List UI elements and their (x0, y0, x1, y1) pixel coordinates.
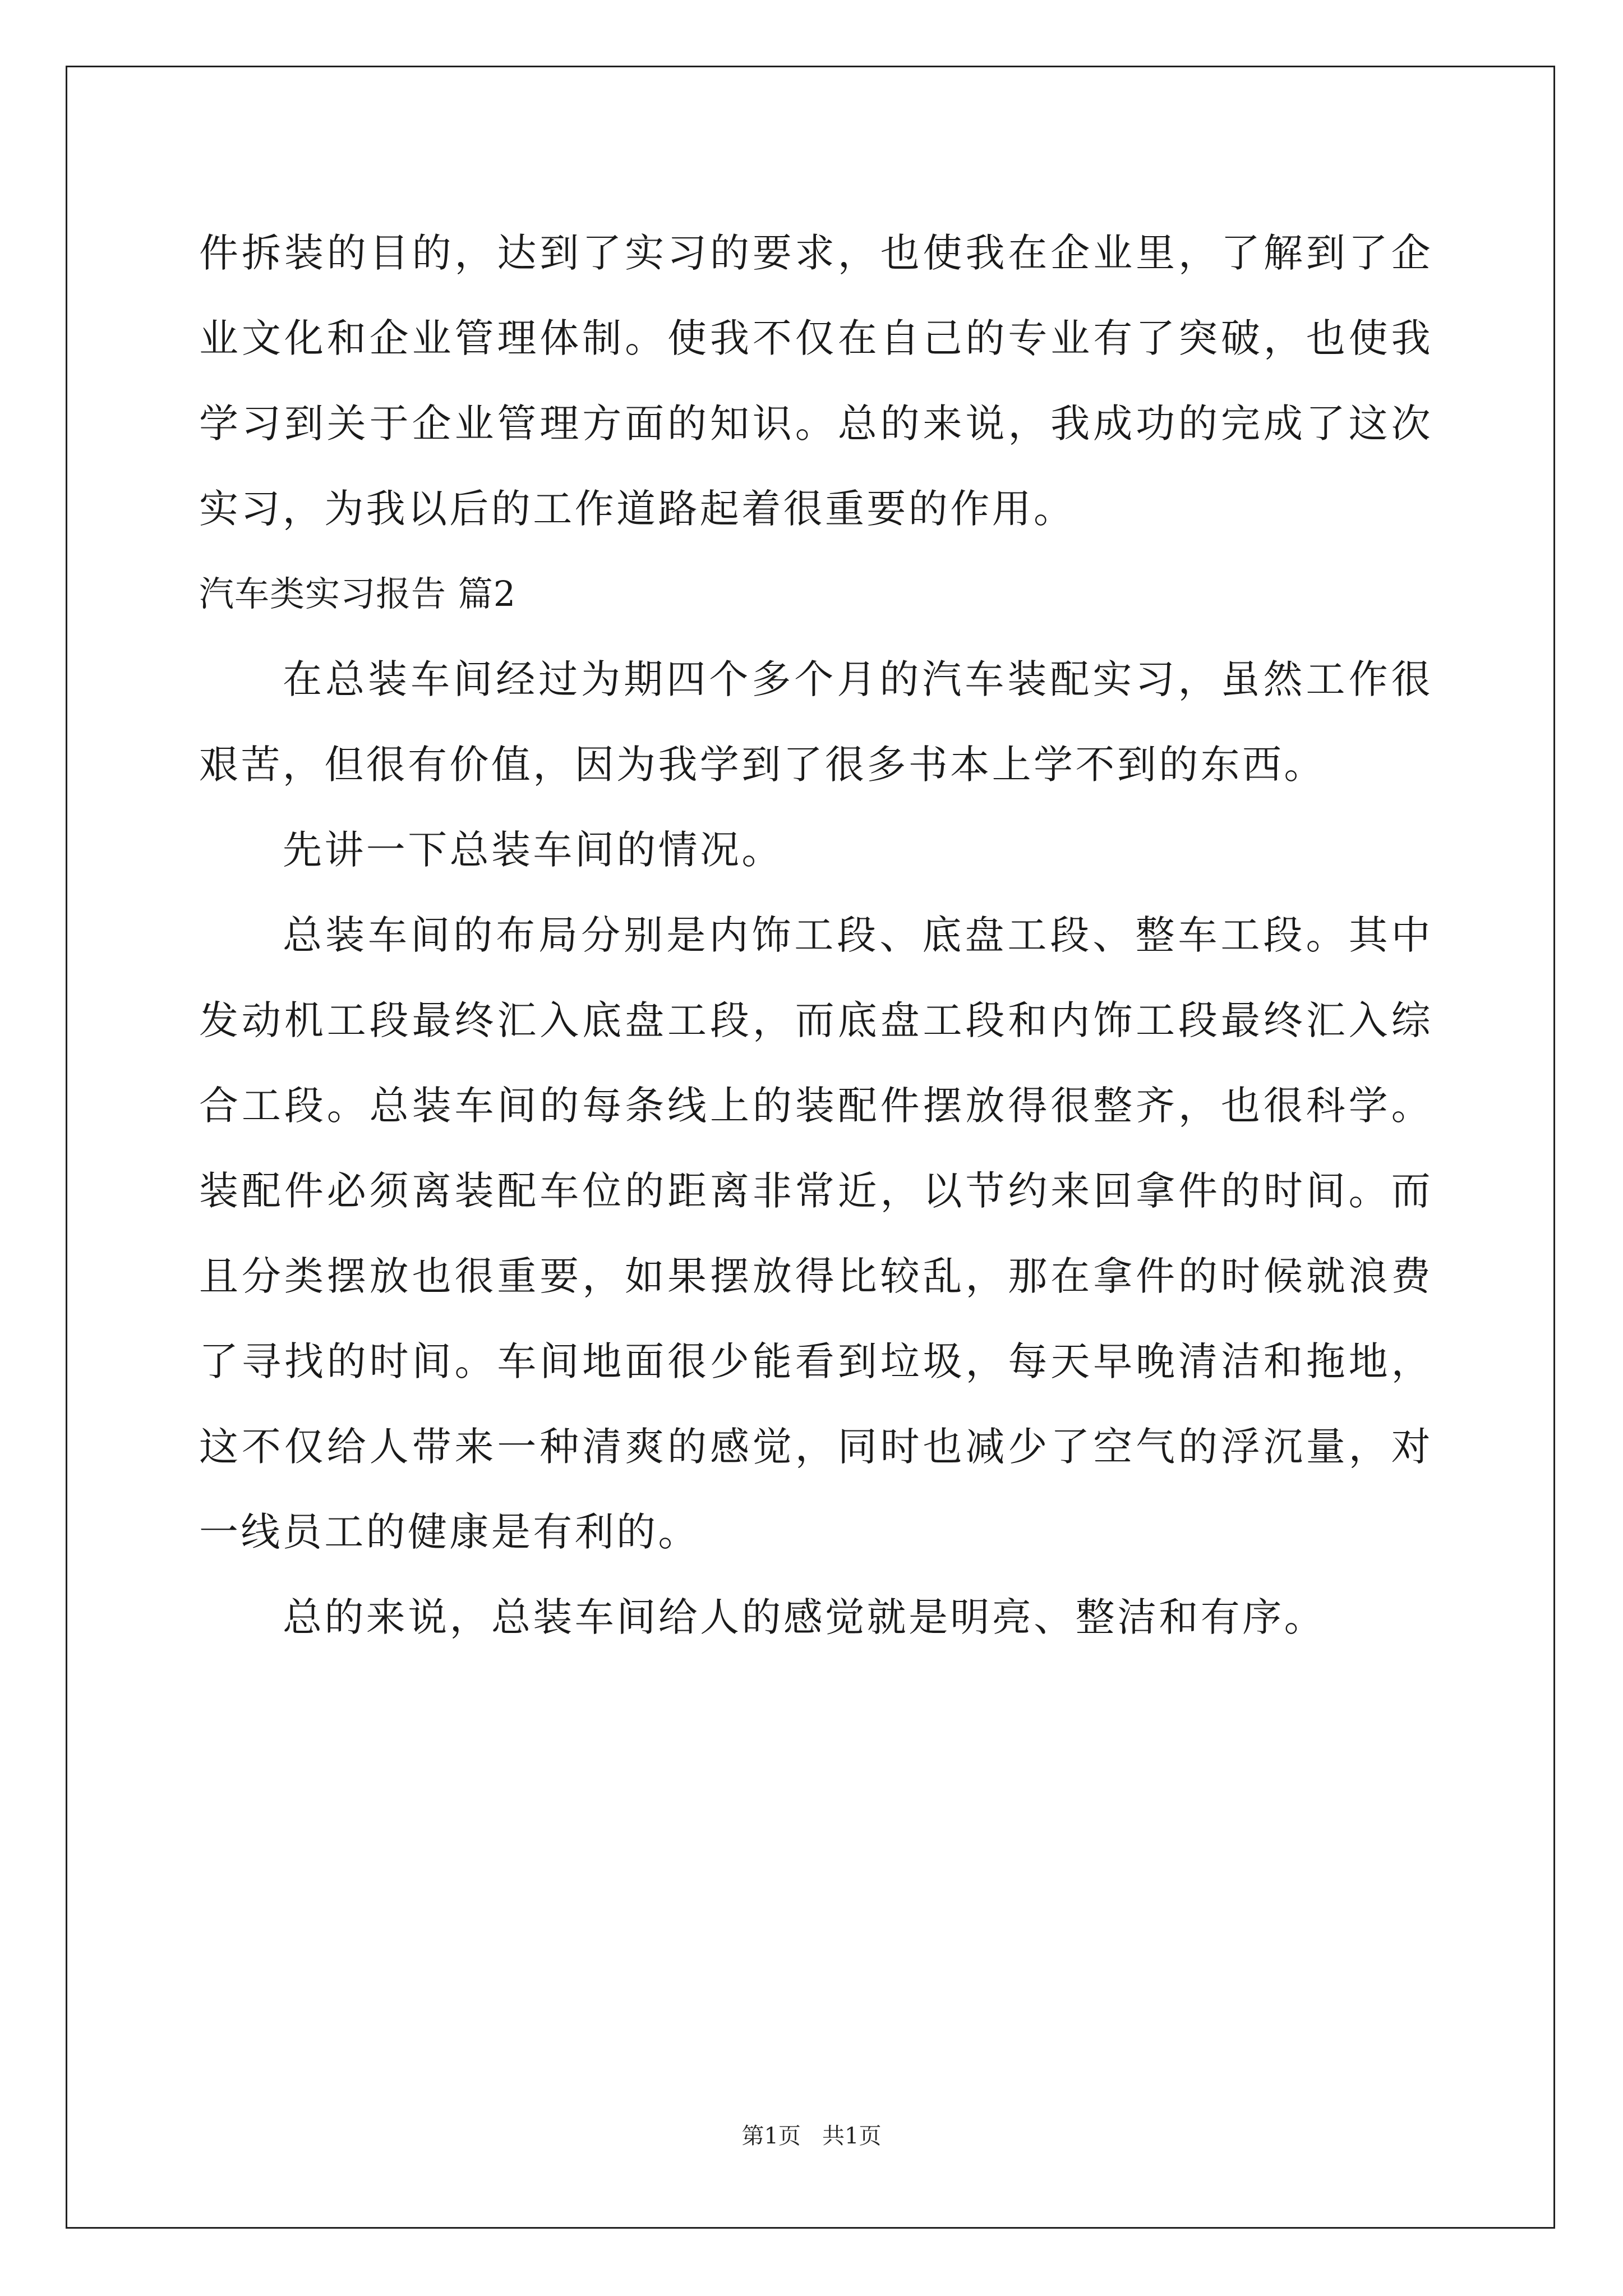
section-heading: 汽车类实习报告 篇2 (199, 573, 517, 614)
paragraph-overview: 先讲一下总装车间的情况。 (283, 827, 783, 873)
paragraph-layout: 总装车间的布局分别是内饰工段、底盘工段、整车工段。其中发动机工段最终汇入底盘工段，而底盘工段和内饰工段最终汇入综合工段。总装车间的每条线上的装配件摆放得很整齐，也很科学。装配件必须离装配车位的距离非常近，以节约来回拿件的时间。而且分类摆放也很重要，如果摆放得比较乱，那在拿件的时候就浪费了寻找的时间。车间地面很少能看到垃圾，每天早晚清洁和拖地，这不仅给人带来一种清爽的感觉，同时也减少了空气的浮沉量，对一线员工的健康是有利的。 (199, 912, 1433, 1555)
paragraph-summary: 总的来说，总装车间给人的感觉就是明亮、整洁和有序。 (283, 1594, 1326, 1640)
page-footer: 第1页 共1页 (741, 2123, 882, 2149)
paragraph-intro: 在总装车间经过为期四个多个月的汽车装配实习，虽然工作很艰苦，但很有价值，因为我学到了很多书本上学不到的东西。 (199, 656, 1433, 788)
paragraph-continuation: 件拆装的目的，达到了实习的要求，也使我在企业里，了解到了企业文化和企业管理体制。使我不仅在自己的专业有了突破，也使我学习到关于企业管理方面的知识。总的来说，我成功的完成了这次实习，为我以后的工作道路起着很重要的作用。 (199, 230, 1433, 532)
document-body (199, 210, 1433, 1660)
